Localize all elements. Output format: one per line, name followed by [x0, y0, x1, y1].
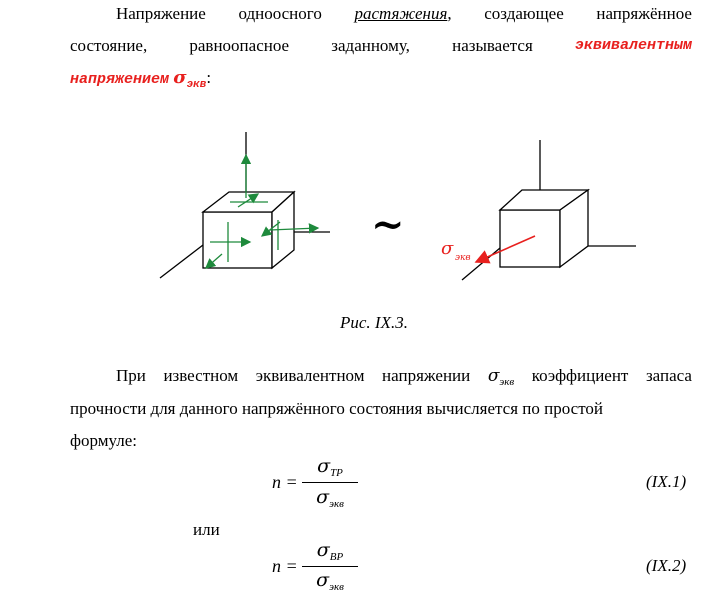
- para1-line3: напряжением $\sigma_{экв}$:: [70, 67, 212, 91]
- word: коэффициент: [531, 366, 629, 385]
- sigma-subscript: экв: [186, 79, 207, 91]
- word: При: [116, 366, 146, 385]
- fraction-bar: [302, 482, 358, 483]
- sigma-eq-subscript: экв: [455, 253, 471, 263]
- formula-lhs: n =: [272, 556, 298, 576]
- fraction-numerator: $\sigma_{ТР}$: [317, 455, 343, 479]
- word: называется: [452, 36, 533, 55]
- sigma-eq-label: σ: [441, 238, 454, 259]
- fraction-denominator: $\sigma_{экв}$: [316, 486, 344, 510]
- word: заданному,: [331, 36, 410, 55]
- word: создающее: [484, 4, 564, 23]
- fraction-denominator: $\sigma_{экв}$: [316, 569, 344, 593]
- word: эквивалентном: [255, 366, 365, 385]
- term-red: эквивалентным: [574, 37, 692, 54]
- equation-label: (IX.1): [646, 472, 687, 491]
- right-cube: [462, 140, 636, 280]
- sigma-symbol: σ: [173, 67, 187, 88]
- word: напряжении: [382, 366, 471, 385]
- equation-label: (IX.2): [646, 556, 687, 575]
- word: равноопасное: [189, 36, 290, 55]
- word: состояние,: [70, 36, 148, 55]
- word: напряжённое: [596, 4, 692, 23]
- equivalence-tilde: ~: [371, 201, 405, 248]
- para2-line1: [116, 366, 692, 392]
- word-group: растяжения,: [354, 4, 452, 23]
- fraction-numerator: $\sigma_{ВР}$: [316, 539, 344, 563]
- fraction-bar: [302, 566, 358, 567]
- word: известном: [163, 366, 239, 385]
- term-red: напряжением: [70, 71, 170, 88]
- connector-word: или: [193, 520, 220, 539]
- sigma-inline: $\sigma_{экв}$: [487, 366, 515, 388]
- left-cube: [160, 132, 330, 278]
- para2-line3: формуле:: [70, 431, 138, 450]
- figure-caption: Рис. IX.3.: [340, 313, 408, 332]
- formula-lhs: n =: [272, 472, 298, 492]
- para2-line2: прочности для данного напряжённого состояния вычисляется по простой: [70, 399, 604, 418]
- word: одноосного: [238, 4, 322, 23]
- word: запаса: [645, 366, 692, 385]
- word: Напряжение: [116, 4, 206, 23]
- term-underlined: растяжения: [354, 4, 448, 23]
